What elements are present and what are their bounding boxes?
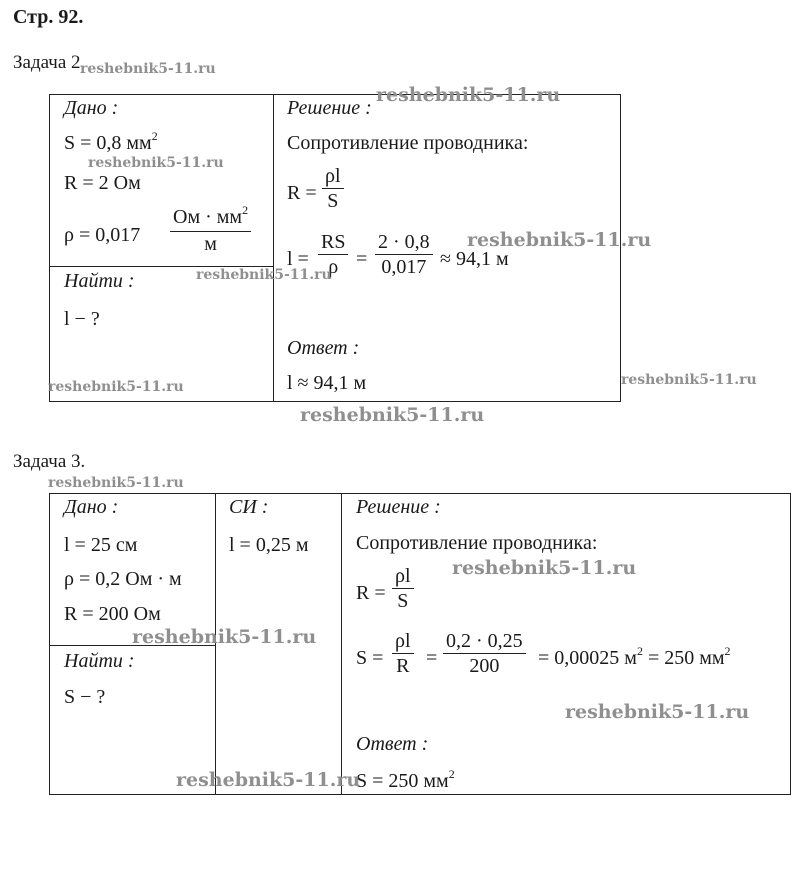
task3-divider-vertical-2	[341, 493, 342, 795]
task3-title: Задача 3.	[13, 451, 86, 472]
watermark: reshebnik5-11.ru	[376, 84, 561, 106]
task3-formula-S-fraction2: 0,2 · 0,25 200	[443, 629, 526, 678]
task3-formula-R-lhs: R =	[356, 582, 386, 604]
task3-formula-R-fraction: ρl S	[392, 564, 414, 613]
task2-divider-vertical	[273, 94, 274, 402]
task3-solution-text: Сопротивление проводника:	[356, 532, 598, 554]
task2-formula-l-fraction2: 2 · 0,8 0,017	[375, 230, 433, 279]
watermark: reshebnik5-11.ru	[467, 229, 652, 251]
watermark: reshebnik5-11.ru	[300, 404, 485, 426]
task3-si-value: l = 0,25 м	[229, 534, 309, 556]
task2-given-resistance: R = 2 Ом	[64, 172, 141, 194]
watermark: reshebnik5-11.ru	[132, 626, 317, 648]
task3-answer-label: Ответ :	[356, 733, 429, 755]
task2-formula-R-lhs: R =	[287, 182, 317, 204]
task2-given-area: S = 0,8 $мм^2$	[64, 129, 158, 154]
task2-find-label: Найти :	[64, 270, 135, 292]
task2-find-value: l − ?	[64, 308, 100, 330]
task2-answer-label: Ответ :	[287, 337, 360, 359]
task3-given-resistance: R = 200 Ом	[64, 603, 161, 625]
task3-formula-S-lhs: S =	[356, 647, 384, 669]
task2-given-resistivity: ρ = 0,017	[64, 224, 141, 246]
task3-answer-value: S = 250 $мм^2$	[356, 767, 455, 792]
task2-formula-l-lhs: l =	[287, 248, 309, 270]
watermark: reshebnik5-11.ru	[196, 267, 332, 283]
task2-solution-label: Решение :	[287, 97, 372, 119]
task2-solution-text: Сопротивление проводника:	[287, 132, 529, 154]
task3-si-label: СИ :	[229, 496, 269, 518]
task3-given-length: l = 25 см	[64, 534, 138, 556]
watermark: reshebnik5-11.ru	[48, 379, 184, 395]
task2-formula-l-eq: =	[356, 248, 368, 270]
task3-given-resistivity: ρ = 0,2 Ом · м	[64, 568, 182, 590]
watermark: reshebnik5-11.ru	[565, 701, 750, 723]
task3-find-label: Найти :	[64, 650, 135, 672]
task2-formula-R-fraction: ρl S	[322, 164, 344, 213]
task2-given-label: Дано :	[64, 97, 119, 119]
watermark: reshebnik5-11.ru	[621, 372, 757, 388]
watermark: reshebnik5-11.ru	[88, 155, 224, 171]
task3-solution-label: Решение :	[356, 496, 441, 518]
page-title: Стр. 92.	[13, 6, 84, 28]
task2-title: Задача 2.	[13, 52, 86, 73]
task3-given-label: Дано :	[64, 496, 119, 518]
task2-formula-l-result: ≈ 94,1 м	[440, 248, 509, 270]
task2-formula-l-fraction1: RS ρ	[318, 230, 348, 279]
task3-formula-S-fraction1: ρl R	[392, 629, 414, 678]
task3-formula-S-result: = 0,00025 $м^2 = 250$ $мм^2$	[538, 644, 731, 669]
watermark: reshebnik5-11.ru	[176, 769, 361, 791]
watermark: reshebnik5-11.ru	[452, 557, 637, 579]
task2-answer-value: l ≈ 94,1 м	[287, 372, 367, 394]
task3-formula-S-eq: =	[426, 647, 438, 669]
watermark: reshebnik5-11.ru	[80, 61, 216, 77]
task2-resistivity-unit: Ом · $мм^2$ м	[170, 205, 251, 256]
task3-find-value: S − ?	[64, 686, 106, 708]
watermark: reshebnik5-11.ru	[48, 475, 184, 491]
